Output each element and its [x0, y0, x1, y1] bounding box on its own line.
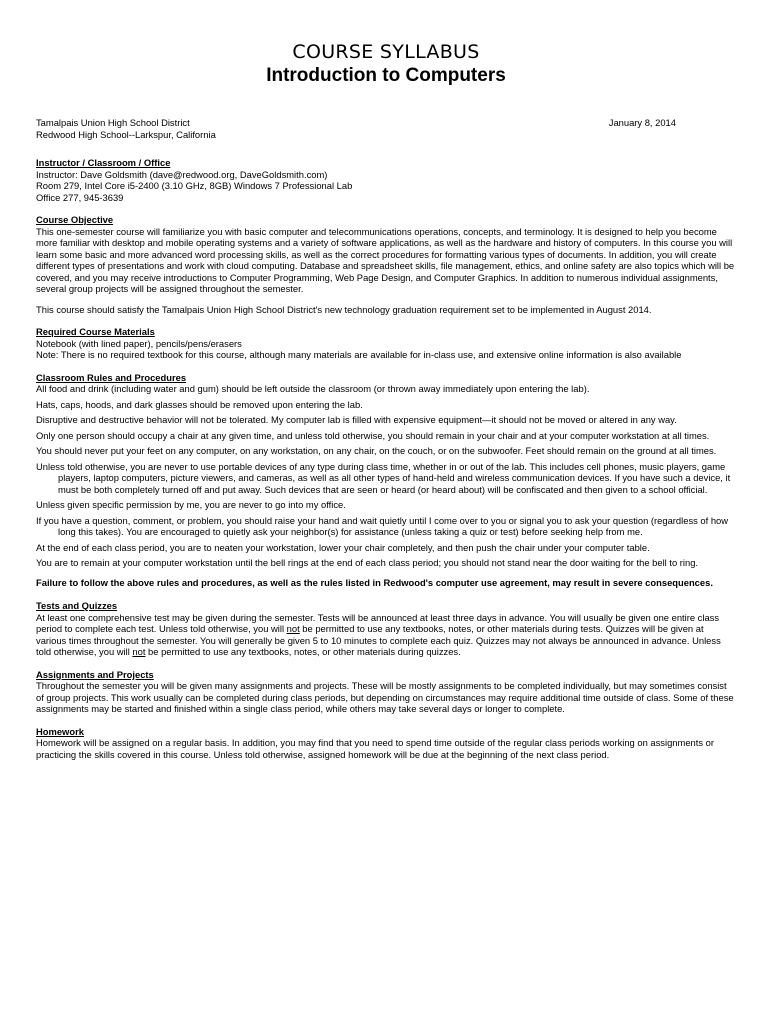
rules-section	[36, 372, 736, 589]
rule-item: Only one person should occupy a chair at any given time, and unless told otherwise, you should remain in your chair and at your computer workstation at all times.	[36, 429, 710, 441]
rules-heading: Classroom Rules and Procedures	[36, 371, 187, 383]
district-name: Tamalpais Union High School District	[36, 117, 190, 128]
school-info	[36, 117, 676, 141]
homework-heading: Homework	[36, 725, 84, 737]
rule-item: All food and drink (including water and gum) should be left outside the classroom (or thrown away immediately upon entering the lab).	[36, 383, 590, 394]
syllabus-page	[36, 0, 736, 1024]
materials-list: Notebook (with lined paper), pencils/pens/erasers	[36, 337, 242, 349]
rule-item: Disruptive and destructive behavior will not be tolerated. My computer lab is filled with expensive equipment—it should not be moved or altered in any way.	[36, 414, 677, 425]
title-block	[36, 40, 736, 88]
objective-body: This one-semester course will familiarize you with basic computer and telecommunications operations, concepts, and terminology. It is designed to help you become more familiar with desktop and mobile operating systems and a variety of software applications, as well as the hardware and history of computers. In this course you will learn some basic and more advanced word processing skills, as well as the correct procedures for formatting various types of documents. In addition, you will create different types of presentations and work with cloud computing. Database and spreadsheet skills, file management, ethics, and online safety are also topics which will be covered, and you may receive introductions to Computer Programming, Web Page Design, and Computer Graphics. In addition to numerous individual assignments, several group projects will be assigned throughout the semester.	[36, 225, 735, 294]
rule-item: Hats, caps, hoods, and dark glasses should be removed upon entering the lab.	[36, 398, 363, 410]
tests-not-emphasis: not	[286, 623, 300, 634]
assignments-section	[36, 669, 736, 715]
classroom-line: Room 279, Intel Core i5-2400 (3.10 GHz, 8GB) Windows 7 Professional Lab	[36, 180, 353, 191]
syllabus-content	[36, 157, 736, 771]
assignments-body: Throughout the semester you will be given many assignments and projects. These will be mostly assignments to be completed individually, but may sometimes consist of group projects. This work usually can be completed during class periods, but depending on circumstances may require additional time outside of class. Some of these assignments may be started and finished within a single class period, while others may take several days or longer to complete.	[36, 680, 734, 714]
materials-heading: Required Course Materials	[36, 326, 155, 337]
tests-section	[36, 600, 736, 658]
instructor-line: Instructor: Dave Goldsmith (dave@redwood.org, DaveGoldsmith.com)	[36, 168, 328, 180]
objective-heading: Course Objective	[36, 214, 114, 225]
quizzes-not-emphasis: not	[132, 646, 146, 657]
document-date: January 8, 2014	[608, 117, 676, 128]
rule-item: At the end of each class period, you are to neaten your workstation, lower your chair completely, and then push the chair under your computer table.	[36, 541, 650, 553]
tests-body	[36, 612, 736, 658]
homework-section	[36, 726, 736, 761]
rule-item: You are to remain at your computer workstation until the bell rings at the end of each class period; you should not stand near the door waiting for the bell to ring.	[36, 557, 699, 568]
materials-note: Note: There is no required textbook for this course, although many materials are available for in-class use, and extensive online information is also available	[36, 349, 682, 360]
rules-warning: Failure to follow the above rules and procedures, as well as the rules listed in Redwood's computer use agreement, may result in severe consequences.	[36, 576, 713, 588]
assignments-heading: Assignments and Projects	[36, 668, 154, 680]
tests-heading: Tests and Quizzes	[36, 600, 118, 611]
school-name: Redwood High School--Larkspur, California	[36, 129, 216, 140]
tests-text: be permitted to use any textbooks, notes, or other materials during quizzes.	[145, 646, 461, 657]
instructor-section	[36, 157, 736, 203]
tests-text: At least one comprehensive test may be given during the semester. Tests will be announced at least three days in advance. You will usually be given one entire class period to complete each test. Unless told otherwise, you will	[36, 611, 720, 634]
office-line: Office 277, 945-3639	[36, 191, 124, 203]
rule-item: Unless given specific permission by me, you are never to go into my office.	[36, 499, 346, 510]
graduation-requirement: This course should satisfy the Tamalpais Union High School District's new technology graduation requirement set to be implemented in August 2014.	[36, 303, 652, 315]
rule-item: You should never put your feet on any computer, on any workstation, on any chair, on the couch, or on the subwoofer. Feet should remain on the ground at all times.	[36, 445, 717, 456]
instructor-heading: Instructor / Classroom / Office	[36, 157, 171, 168]
materials-section	[36, 326, 736, 361]
document-subtitle: Introduction to Computers	[266, 65, 506, 86]
homework-body: Homework will be assigned on a regular basis. In addition, you may find that you need to spend time outside of the regular class periods working on assignments or practicing the skills covered in this course. Unless told otherwise, assigned homework will be due at the beginning of the next class period.	[36, 737, 714, 760]
rule-item: If you have a question, comment, or problem, you should raise your hand and wait quietly until I come over to you or signal you to ask your question (regardless of how long this takes). You are encouraged to quietly ask your neighbor(s) for assistance (unless taking a quiz or test) before seeking help from me.	[36, 514, 729, 537]
document-title: COURSE SYLLABUS	[292, 41, 480, 63]
tests-text: be permitted to use any textbooks, notes, or other materials during tests. Quizzes will be given at various times throughout the semester. You will generally be given 5 to 10 minutes to complete each quiz. Quizzes may not always be announced in advance. Unless told otherwise, you will	[36, 623, 721, 657]
objective-section	[36, 214, 736, 315]
rule-item: Unless told otherwise, you are never to use portable devices of any type during class time, whether in or out of the lab. This includes cell phones, music players, game players, laptop computers, picture viewers, and cameras, as well as all other types of hand-held and wireless communication devices. If you have such a device, it must be both completely turned off and put away. Such devices that are seen or heard (or heard about) will be confiscated and then given to a school official.	[36, 460, 731, 495]
